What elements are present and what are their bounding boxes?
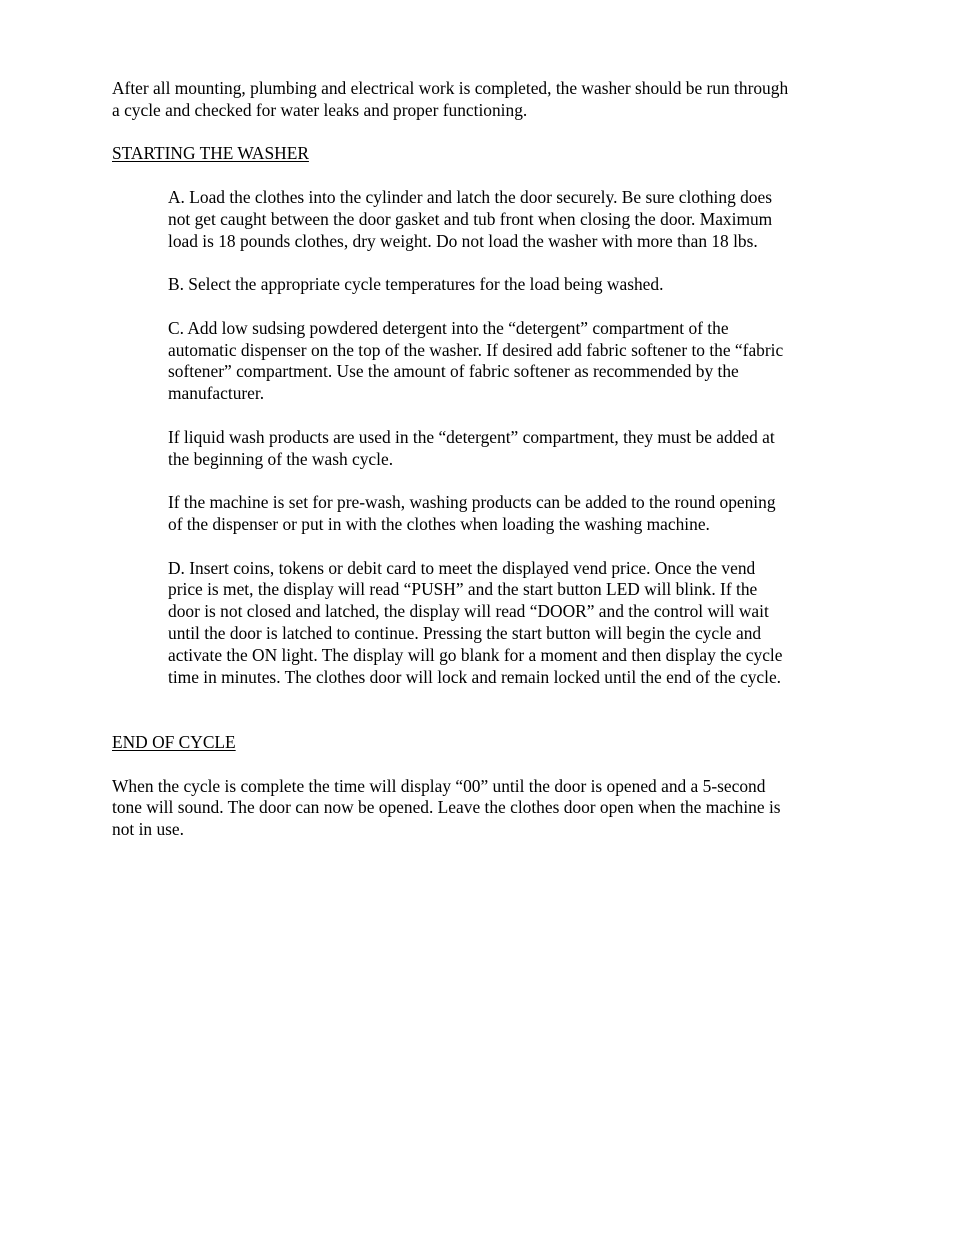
step-c-paragraph: C. Add low sudsing powdered detergent into the “detergent” compartment of the automatic dispenser on the top of the washer. If desired add fabric softener to the “fabric softener” compartment. Use the amount of fabric softener as recommended by the manufacturer. <box>168 317 784 404</box>
step-b-paragraph: B. Select the appropriate cycle temperatures for the load being washed. <box>168 274 664 295</box>
step-a-paragraph: A. Load the clothes into the cylinder and latch the door securely. Be sure clothing does not get caught between the door gasket and tub front when closing the door. Maximum load is 18 pounds clothes, dry weight. Do not load the washer with more than 18 lbs. <box>168 186 773 251</box>
prewash-note: If the machine is set for pre-wash, washing products can be added to the round opening of the dispenser or put in with the clothes when loading the washing machine. <box>168 492 776 534</box>
step-d-paragraph: D. Insert coins, tokens or debit card to meet the displayed vend price. Once the vend price is met, the display will read “PUSH” and the start button LED will blink. If the door is not closed and latched, the display will read “DOOR” and the control will wait until the door is latched to continue. Pressing the start button will begin the cycle and activate the ON light. The display will go blank for a moment and then display the cycle time in minutes. The clothes door will lock and remain locked until the end of the cycle. <box>168 557 783 687</box>
end-of-cycle-heading: END OF CYCLE <box>112 731 236 752</box>
document-page <box>112 78 847 841</box>
intro-paragraph: After all mounting, plumbing and electrical work is completed, the washer should be run through a cycle and checked for water leaks and proper functioning. <box>112 78 789 120</box>
end-of-cycle-paragraph: When the cycle is complete the time will display “00” until the door is opened and a 5-second tone will sound. The door can now be opened. Leave the clothes door open when the machine is not in use. <box>112 775 781 840</box>
liquid-products-note: If liquid wash products are used in the “detergent” compartment, they must be added at the beginning of the wash cycle. <box>168 426 775 469</box>
starting-washer-heading: STARTING THE WASHER <box>112 143 309 164</box>
